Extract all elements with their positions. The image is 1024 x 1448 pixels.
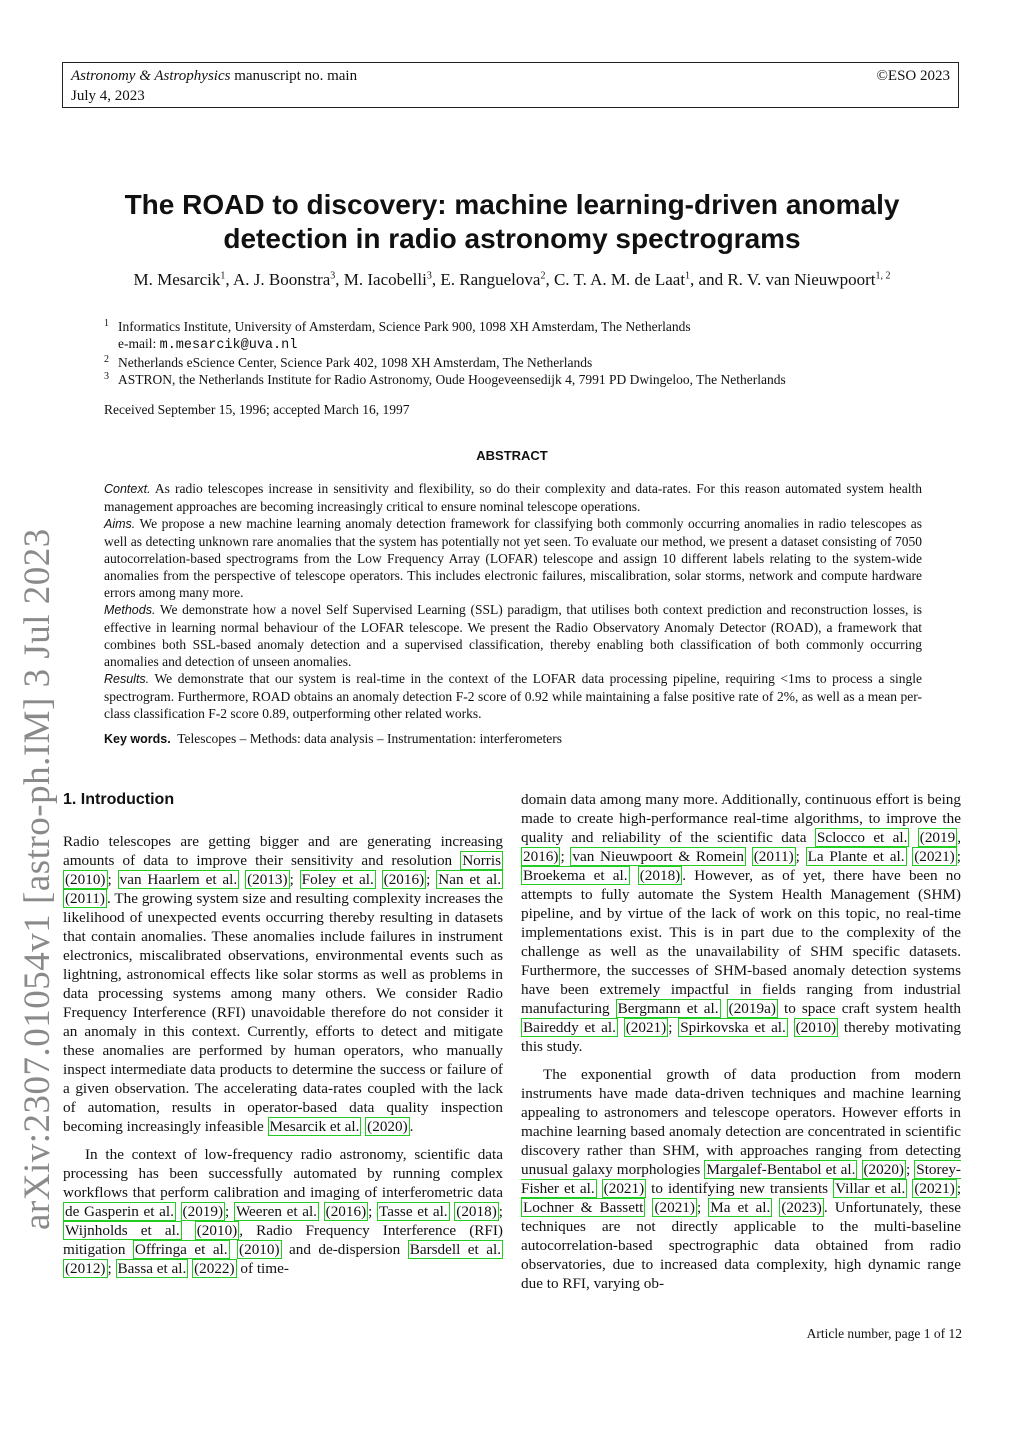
received-date: Received September 15, 1996; accepted March 16, 1997 xyxy=(104,402,410,417)
affiliations xyxy=(104,318,964,388)
citation-link[interactable]: (2012) xyxy=(65,1260,106,1277)
citation-link[interactable]: (2021) xyxy=(625,1019,667,1036)
citation-link[interactable]: Mesarcik et al. xyxy=(269,1118,360,1135)
author: R. V. van Nieuwpoort xyxy=(727,270,876,289)
abstract-body xyxy=(104,480,922,722)
citation-link[interactable]: (2023) xyxy=(781,1199,822,1216)
author: E. Ranguelova xyxy=(440,270,541,289)
citation-link[interactable]: Wijnholds et al. xyxy=(65,1222,180,1239)
manuscript-label: manuscript no. main xyxy=(234,68,358,84)
citation-link[interactable]: (2018) xyxy=(456,1203,497,1220)
citation-link[interactable]: La Plante et al. xyxy=(807,848,905,865)
citation-link[interactable]: (2021) xyxy=(914,848,955,865)
affiliation-3: 3 ASTRON, the Netherlands Institute for Radio Astronomy, Oude Hoogeveensedijk 4, 7991 PD Dwingeloo, The Netherlands xyxy=(104,371,786,387)
citation-link[interactable]: (2016) xyxy=(383,871,425,888)
citation-link[interactable]: (2020) xyxy=(367,1118,408,1135)
journal-header-box xyxy=(62,62,959,108)
paragraph: In the context of low-frequency radio astronomy, scientific data processing has been successfully automated by running complex workflows that perform calibration and imaging of interferometric data de Gasperin et al. (2019) ; Weeren et al. (2016) ; Tasse et al. (2018) ; Wijnholds et al. (2010) , Radio Frequency Interference (RFI) mitigation Offringa et al. (2010) and de-dispersion Barsdell et al. (2012) ; Bassa et al. (2022) of time- xyxy=(63,1146,504,1277)
author: M. Iacobelli xyxy=(343,270,427,289)
abstract-results: Results. We demonstrate that our system is real-time in the context of the LOFAR data processing pipeline, requiring <1ms to process a single spectrogram. Furthermore, ROAD obtains an anomaly detection F-2 score of 0.92 while maintaining a false positive rate of 2%, as well as a mean per-class classification F-2 score 0.89, outperforming other related works. xyxy=(104,671,922,721)
citation-link[interactable]: (2011) xyxy=(753,848,794,865)
citation-link[interactable]: (2010) xyxy=(196,1222,238,1239)
abstract-methods: Methods. We demonstrate how a novel Self Supervised Learning (SSL) paradigm, that utilises both context prediction and reconstruction losses, is effective in learning normal behaviour of the LOFAR telescope. We present the Radio Observatory Anomaly Detector (ROAD), a framework that combines both SSL-based anomaly detection and a supervised classification, thereby enabling both classification of both commonly occurring anomalies and detection of unseen anomalies. xyxy=(104,602,922,669)
affiliation-2: 2 Netherlands eScience Center, Science Park 402, 1098 XH Amsterdam, The Netherlands xyxy=(104,354,593,370)
citation-link[interactable]: (2016) xyxy=(325,1203,367,1220)
abstract-aims: Aims. We propose a new machine learning anomaly detection framework for classifying both commonly occurring anomalies in radio telescopes as well as detecting unknown rare anomalies that the system has potentially not yet seen. To evaluate our method, we present a dataset consisting of 7050 autocorrelation-based spectrograms from the Low Frequency Array (LOFAR) telescope and assign 10 different labels relating to the system-wide anomalies from the perspective of telescope operators. This includes electronic failures, miscalibration, solar storms, network and compute hardware errors among many more. xyxy=(104,516,922,600)
author-list: M. Mesarcik$^1$, A. J. Boonstra$^3$, M. Iacobelli$^3$, E. Ranguelova$^2$, C. T. A. M. de Laat$^1$, and R. V. van Nieuwpoort$^{1, 2}$ xyxy=(133,270,891,289)
citation-link[interactable]: Margalef-Bentabol et al. xyxy=(706,1161,856,1178)
paragraph: Radio telescopes are getting bigger and are generating increasing amounts of data to improve their sensitivity and resolution Norris (2010) ; van Haarlem et al. (2013) ; Foley et al. (2016) ; Nan et al. (2011) . The growing system size and resulting complexity increases the likelihood of unexpected events occurring thereby resulting in datasets that contain anomalies. These anomalies include failures in instrument electronics, miscalibrated observations, environmental events such as lightning, astronomical effects like solar storms as well as problems in data processing systems among many others. We consider Radio Frequency Interference (RFI) unavoidable therefore do not consider it an anomaly in this context. Currently, efforts to detect and mitigate these anomalies are performed by human operators, who manually inspect intermediate data products to determine the success or failure of a given observation. The accelerating data-rates coupled with the lack of automation, results in operator-based data quality inspection becoming increasingly infeasible Mesarcik et al. (2020) . xyxy=(63,833,503,1135)
citation-link[interactable]: (2022) xyxy=(194,1260,235,1277)
citation-link[interactable]: (2021) xyxy=(654,1199,695,1216)
citation-link[interactable]: (2010) xyxy=(239,1241,280,1258)
citation-link[interactable]: Weeren et al. xyxy=(235,1203,317,1220)
citation-link[interactable]: Nan et al. xyxy=(438,871,502,888)
citation-link[interactable]: Lochner & Bassett xyxy=(523,1199,644,1216)
abstract-heading: ABSTRACT xyxy=(476,448,548,463)
citation-link[interactable]: Tasse et al. xyxy=(379,1203,448,1220)
citation-link[interactable]: Ma et al. xyxy=(710,1199,771,1216)
citation-link[interactable]: Offringa et al. xyxy=(134,1241,228,1258)
citation-link[interactable]: (2010) xyxy=(795,1019,837,1036)
citation-link[interactable]: Storey-Fisher et al. xyxy=(521,1161,961,1197)
paragraph: The exponential growth of data production from modern instruments have made data-driven techniques and machine learning appealing to astronomers and telescope operators. However efforts in machine learning based anomaly detection are concentrated in scientific discovery rather than SHM, with approaches ranging from detecting unusual galaxy morphologies Margalef-Bentabol et al. (2020) ; Storey-Fisher et al. (2021) to identifying new transients Villar et al. (2021) ; Lochner & Bassett (2021) ; Ma et al. (2023) . Unfortunately, these techniques are not directly applicable to the multi-baseline autocorrelation-based spectrographic data obtained from radio observatories, due to increased data complexity, high dynamic range due to RFI, varying ob- xyxy=(521,1066,962,1292)
affiliation-1: 1 Informatics Institute, University of Amsterdam, Science Park 900, 1098 XH Amsterdam, The Netherlands e-mail: m.mesarcik@uva.nl xyxy=(104,318,691,353)
citation-link[interactable]: Baireddy et al. xyxy=(523,1019,616,1036)
body-column-right xyxy=(521,790,961,1293)
page-footer: Article number, page 1 of 12 xyxy=(806,1326,962,1341)
citation-link[interactable]: Villar et al. xyxy=(835,1180,906,1197)
paragraph: domain data among many more. Additionally, continuous effort is being made to create high-performance real-time algorithms, to improve the quality and reliability of the scientific data Sclocco et al. (2019 , 2016) ; van Nieuwpoort & Romein (2011) ; La Plante et al. (2021) ; Broekema et al. (2018) . However, as of yet, there have been no attempts to fully automate the System Health Management (SHM) pipeline, and by virtue of the lack of work on this topic, no real-time implementations exist. This is in part due to the complexity of the challenge as well as the unavailability of SHM specific datasets. Furthermore, the successes of SHM-based anomaly detection systems have been extremely impactful in fields ranging from industrial manufacturing Bergmann et al. (2019a) to space craft system health Baireddy et al. (2021) ; Spirkovska et al. (2010) thereby motivating this study. xyxy=(521,791,962,1055)
arxiv-identifier[interactable]: arXiv:2307.01054v1 [astro-ph.IM] 3 Jul 2023 xyxy=(17,528,58,1230)
header-left xyxy=(71,66,357,106)
citation-link[interactable]: (2010) xyxy=(65,871,106,888)
citation-link[interactable]: (2020) xyxy=(863,1161,904,1178)
paper-title: The ROAD to discovery: machine learning-driven anomaly detection in radio astronomy spectrograms xyxy=(124,189,900,254)
citation-link[interactable]: (2011) xyxy=(65,890,105,907)
copyright: ©ESO 2023 xyxy=(876,68,950,84)
citation-link[interactable]: (2021) xyxy=(914,1180,955,1197)
citation-link[interactable]: van Haarlem et al. xyxy=(119,871,238,888)
citation-link[interactable]: Bassa et al. xyxy=(117,1260,187,1277)
author: M. Mesarcik xyxy=(133,270,221,289)
citation-link[interactable]: Bergmann et al. xyxy=(617,1000,719,1017)
body-column-left xyxy=(63,790,503,1278)
citation-link[interactable]: Barsdell et al. xyxy=(409,1241,501,1258)
citation-link[interactable]: de Gasperin et al. xyxy=(65,1203,174,1220)
citation-link[interactable]: (2019 xyxy=(919,829,956,846)
abstract-context: Context. As radio telescopes increase in sensitivity and flexibility, so do their complexity and data-rates. For this reason automated system health management approaches are becoming increasingly critical to ensure nominal telescope operations. xyxy=(104,481,922,514)
citation-link[interactable]: 2016) xyxy=(523,848,559,865)
journal-name: Astronomy & Astrophysics xyxy=(71,68,231,84)
citation-link[interactable]: Broekema et al. xyxy=(523,867,628,884)
citation-link[interactable]: (2019) xyxy=(182,1203,224,1220)
author: A. J. Boonstra xyxy=(232,270,331,289)
citation-link[interactable]: (2019a) xyxy=(728,1000,776,1017)
citation-link[interactable]: Sclocco et al. xyxy=(816,829,908,846)
citation-link[interactable]: van Nieuwpoort & Romein xyxy=(572,848,744,865)
citation-link[interactable]: Norris xyxy=(462,852,501,869)
citation-link[interactable]: Spirkovska et al. xyxy=(680,1019,786,1036)
author: C. T. A. M. de Laat xyxy=(553,270,686,289)
citation-link[interactable]: Foley et al. xyxy=(301,871,374,888)
keywords: Key words. Telescopes – Methods: data analysis – Instrumentation: interferometers xyxy=(104,731,563,746)
citation-link[interactable]: (2021) xyxy=(603,1180,645,1197)
email-link[interactable]: m.mesarcik@uva.nl xyxy=(159,338,298,353)
section-heading: 1. Introduction xyxy=(63,791,175,808)
citation-link[interactable]: (2013) xyxy=(247,871,288,888)
header-date: July 4, 2023 xyxy=(71,88,145,104)
citation-link[interactable]: (2018) xyxy=(639,867,681,884)
